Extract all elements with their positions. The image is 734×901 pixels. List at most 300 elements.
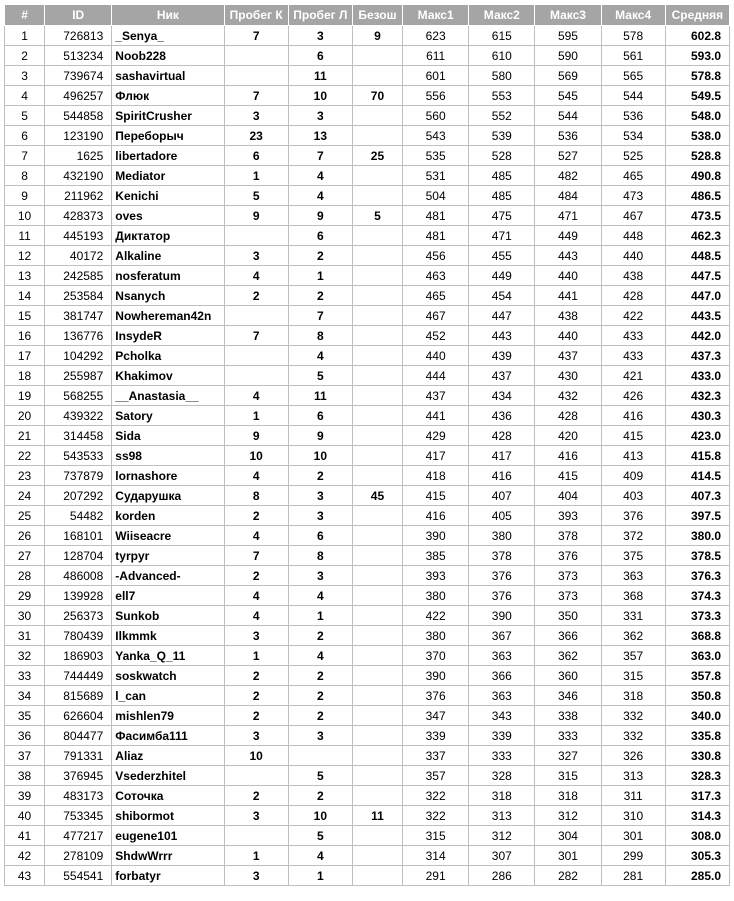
nick-cell: Yanka_Q_11 — [112, 646, 224, 666]
nick-cell: Pcholka — [112, 346, 224, 366]
average-cell: 549.5 — [665, 86, 729, 106]
nick-cell: Satory — [112, 406, 224, 426]
table-row — [5, 46, 730, 66]
rank-cell: 7 — [5, 146, 45, 166]
nick-cell: mishlen79 — [112, 706, 224, 726]
probeg-l-cell: 4 — [288, 846, 352, 866]
probeg-k-cell — [224, 346, 288, 366]
probeg-k-cell — [224, 366, 288, 386]
table-row — [5, 626, 730, 646]
probeg-l-cell: 8 — [288, 326, 352, 346]
table-row — [5, 686, 730, 706]
table-row — [5, 226, 730, 246]
max3-cell: 484 — [535, 186, 601, 206]
max4-cell: 433 — [601, 346, 665, 366]
max4-cell: 561 — [601, 46, 665, 66]
nick-cell: shibormot — [112, 806, 224, 826]
bezosh-cell — [352, 186, 402, 206]
probeg-l-cell: 4 — [288, 186, 352, 206]
max1-cell: 481 — [403, 226, 469, 246]
max3-cell: 420 — [535, 426, 601, 446]
max3-cell: 441 — [535, 286, 601, 306]
average-cell: 317.3 — [665, 786, 729, 806]
average-cell: 578.8 — [665, 66, 729, 86]
nick-cell: Соточка — [112, 786, 224, 806]
probeg-k-cell: 7 — [224, 546, 288, 566]
max3-cell: 362 — [535, 646, 601, 666]
probeg-l-cell: 6 — [288, 226, 352, 246]
rank-cell: 29 — [5, 586, 45, 606]
nick-cell: Mediator — [112, 166, 224, 186]
rank-cell: 15 — [5, 306, 45, 326]
max4-cell: 362 — [601, 626, 665, 646]
average-cell: 340.0 — [665, 706, 729, 726]
table-row — [5, 806, 730, 826]
bezosh-cell — [352, 126, 402, 146]
probeg-k-cell — [224, 66, 288, 86]
max1-cell: 481 — [403, 206, 469, 226]
rank-cell: 5 — [5, 106, 45, 126]
max3-cell: 440 — [535, 266, 601, 286]
table-row — [5, 106, 730, 126]
probeg-l-cell: 9 — [288, 426, 352, 446]
probeg-k-cell: 4 — [224, 606, 288, 626]
table-row — [5, 326, 730, 346]
average-cell: 437.3 — [665, 346, 729, 366]
max3-cell: 327 — [535, 746, 601, 766]
id-cell: 513234 — [45, 46, 112, 66]
max2-cell: 390 — [469, 606, 535, 626]
average-cell: 350.8 — [665, 686, 729, 706]
bezosh-cell: 70 — [352, 86, 402, 106]
average-cell: 285.0 — [665, 866, 729, 886]
table-row — [5, 646, 730, 666]
table-header — [5, 5, 730, 26]
max4-cell: 326 — [601, 746, 665, 766]
max1-cell: 415 — [403, 486, 469, 506]
bezosh-cell: 5 — [352, 206, 402, 226]
table-row — [5, 246, 730, 266]
max3-cell: 350 — [535, 606, 601, 626]
table-row — [5, 286, 730, 306]
rank-cell: 28 — [5, 566, 45, 586]
max3-cell: 482 — [535, 166, 601, 186]
probeg-l-cell: 2 — [288, 286, 352, 306]
bezosh-cell — [352, 546, 402, 566]
col-max3-header: Макс3 — [535, 5, 601, 26]
probeg-k-cell — [224, 226, 288, 246]
bezosh-cell — [352, 726, 402, 746]
max3-cell: 430 — [535, 366, 601, 386]
probeg-k-cell: 7 — [224, 86, 288, 106]
probeg-l-cell — [288, 746, 352, 766]
probeg-l-cell: 1 — [288, 266, 352, 286]
max3-cell: 378 — [535, 526, 601, 546]
table-row — [5, 846, 730, 866]
nick-cell: Sida — [112, 426, 224, 446]
table-row — [5, 566, 730, 586]
max1-cell: 315 — [403, 826, 469, 846]
max1-cell: 441 — [403, 406, 469, 426]
nick-cell: Переборыч — [112, 126, 224, 146]
max2-cell: 417 — [469, 446, 535, 466]
max2-cell: 318 — [469, 786, 535, 806]
probeg-l-cell: 13 — [288, 126, 352, 146]
probeg-k-cell: 3 — [224, 246, 288, 266]
rank-cell: 6 — [5, 126, 45, 146]
bezosh-cell: 25 — [352, 146, 402, 166]
max1-cell: 337 — [403, 746, 469, 766]
max3-cell: 315 — [535, 766, 601, 786]
average-cell: 397.5 — [665, 506, 729, 526]
max2-cell: 475 — [469, 206, 535, 226]
rank-cell: 8 — [5, 166, 45, 186]
probeg-k-cell: 2 — [224, 686, 288, 706]
max2-cell: 580 — [469, 66, 535, 86]
max4-cell: 357 — [601, 646, 665, 666]
id-cell: 737879 — [45, 466, 112, 486]
probeg-l-cell: 5 — [288, 766, 352, 786]
nick-cell: soskwatch — [112, 666, 224, 686]
max1-cell: 291 — [403, 866, 469, 886]
bezosh-cell — [352, 626, 402, 646]
max4-cell: 332 — [601, 726, 665, 746]
max1-cell: 390 — [403, 666, 469, 686]
max3-cell: 376 — [535, 546, 601, 566]
average-cell: 462.3 — [665, 226, 729, 246]
table-body — [5, 26, 730, 886]
max4-cell: 416 — [601, 406, 665, 426]
max4-cell: 440 — [601, 246, 665, 266]
nick-cell: Sunkob — [112, 606, 224, 626]
id-cell: 207292 — [45, 486, 112, 506]
table-row — [5, 206, 730, 226]
bezosh-cell — [352, 686, 402, 706]
probeg-k-cell: 4 — [224, 526, 288, 546]
rank-cell: 22 — [5, 446, 45, 466]
id-cell: 211962 — [45, 186, 112, 206]
id-cell: 128704 — [45, 546, 112, 566]
nick-cell: ShdwWrrr — [112, 846, 224, 866]
max2-cell: 339 — [469, 726, 535, 746]
id-cell: 815689 — [45, 686, 112, 706]
id-cell: 123190 — [45, 126, 112, 146]
max1-cell: 380 — [403, 626, 469, 646]
probeg-l-cell: 7 — [288, 146, 352, 166]
max3-cell: 544 — [535, 106, 601, 126]
nick-cell: InsydeR — [112, 326, 224, 346]
id-cell: 139928 — [45, 586, 112, 606]
id-cell: 486008 — [45, 566, 112, 586]
max4-cell: 281 — [601, 866, 665, 886]
max4-cell: 421 — [601, 366, 665, 386]
average-cell: 373.3 — [665, 606, 729, 626]
max4-cell: 372 — [601, 526, 665, 546]
table-row — [5, 586, 730, 606]
probeg-k-cell: 10 — [224, 446, 288, 466]
average-cell: 368.8 — [665, 626, 729, 646]
rank-cell: 17 — [5, 346, 45, 366]
rank-cell: 16 — [5, 326, 45, 346]
rank-cell: 14 — [5, 286, 45, 306]
max1-cell: 418 — [403, 466, 469, 486]
max3-cell: 438 — [535, 306, 601, 326]
probeg-k-cell: 8 — [224, 486, 288, 506]
max2-cell: 455 — [469, 246, 535, 266]
max3-cell: 595 — [535, 26, 601, 46]
probeg-l-cell: 11 — [288, 386, 352, 406]
id-cell: 381747 — [45, 306, 112, 326]
probeg-l-cell: 10 — [288, 446, 352, 466]
bezosh-cell — [352, 846, 402, 866]
probeg-l-cell: 6 — [288, 46, 352, 66]
col-average-header: Средняя — [665, 5, 729, 26]
max4-cell: 433 — [601, 326, 665, 346]
max2-cell: 363 — [469, 686, 535, 706]
nick-cell: Aliaz — [112, 746, 224, 766]
table-row — [5, 866, 730, 886]
max3-cell: 569 — [535, 66, 601, 86]
max2-cell: 443 — [469, 326, 535, 346]
id-cell: 242585 — [45, 266, 112, 286]
average-cell: 528.8 — [665, 146, 729, 166]
id-cell: 428373 — [45, 206, 112, 226]
table-row — [5, 346, 730, 366]
max2-cell: 307 — [469, 846, 535, 866]
max2-cell: 378 — [469, 546, 535, 566]
table-row — [5, 666, 730, 686]
table-row — [5, 306, 730, 326]
max4-cell: 426 — [601, 386, 665, 406]
average-cell: 433.0 — [665, 366, 729, 386]
rank-cell: 31 — [5, 626, 45, 646]
max2-cell: 447 — [469, 306, 535, 326]
max2-cell: 407 — [469, 486, 535, 506]
table-row — [5, 606, 730, 626]
probeg-l-cell: 2 — [288, 706, 352, 726]
bezosh-cell — [352, 826, 402, 846]
probeg-k-cell: 23 — [224, 126, 288, 146]
average-cell: 473.5 — [665, 206, 729, 226]
probeg-k-cell: 3 — [224, 726, 288, 746]
max4-cell: 403 — [601, 486, 665, 506]
nick-cell: Vsederzhitel — [112, 766, 224, 786]
max1-cell: 322 — [403, 806, 469, 826]
max4-cell: 473 — [601, 186, 665, 206]
table-row — [5, 186, 730, 206]
rank-cell: 36 — [5, 726, 45, 746]
max3-cell: 432 — [535, 386, 601, 406]
bezosh-cell: 11 — [352, 806, 402, 826]
id-cell: 791331 — [45, 746, 112, 766]
id-cell: 496257 — [45, 86, 112, 106]
probeg-k-cell: 2 — [224, 786, 288, 806]
rank-cell: 26 — [5, 526, 45, 546]
average-cell: 414.5 — [665, 466, 729, 486]
nick-cell: lornashore — [112, 466, 224, 486]
max2-cell: 485 — [469, 186, 535, 206]
probeg-k-cell: 2 — [224, 666, 288, 686]
max1-cell: 440 — [403, 346, 469, 366]
max4-cell: 465 — [601, 166, 665, 186]
table-row — [5, 726, 730, 746]
col-id-header: ID — [45, 5, 112, 26]
max1-cell: 357 — [403, 766, 469, 786]
max1-cell: 535 — [403, 146, 469, 166]
max4-cell: 375 — [601, 546, 665, 566]
probeg-k-cell — [224, 766, 288, 786]
rank-cell: 39 — [5, 786, 45, 806]
table-row — [5, 706, 730, 726]
probeg-k-cell: 3 — [224, 106, 288, 126]
max1-cell: 444 — [403, 366, 469, 386]
bezosh-cell — [352, 286, 402, 306]
bezosh-cell — [352, 786, 402, 806]
max3-cell: 338 — [535, 706, 601, 726]
average-cell: 415.8 — [665, 446, 729, 466]
probeg-k-cell — [224, 306, 288, 326]
results-table — [4, 4, 730, 886]
nick-cell: eugene101 — [112, 826, 224, 846]
rank-cell: 19 — [5, 386, 45, 406]
max3-cell: 360 — [535, 666, 601, 686]
id-cell: 168101 — [45, 526, 112, 546]
table-row — [5, 826, 730, 846]
nick-cell: Фасимба111 — [112, 726, 224, 746]
average-cell: 442.0 — [665, 326, 729, 346]
max1-cell: 611 — [403, 46, 469, 66]
probeg-l-cell: 3 — [288, 486, 352, 506]
max3-cell: 404 — [535, 486, 601, 506]
probeg-l-cell: 6 — [288, 526, 352, 546]
max3-cell: 333 — [535, 726, 601, 746]
table-row — [5, 146, 730, 166]
max2-cell: 454 — [469, 286, 535, 306]
rank-cell: 34 — [5, 686, 45, 706]
bezosh-cell — [352, 226, 402, 246]
max1-cell: 416 — [403, 506, 469, 526]
probeg-l-cell: 3 — [288, 566, 352, 586]
max1-cell: 543 — [403, 126, 469, 146]
max3-cell: 440 — [535, 326, 601, 346]
rank-cell: 24 — [5, 486, 45, 506]
max1-cell: 465 — [403, 286, 469, 306]
average-cell: 380.0 — [665, 526, 729, 546]
id-cell: 278109 — [45, 846, 112, 866]
probeg-l-cell: 8 — [288, 546, 352, 566]
probeg-l-cell: 2 — [288, 786, 352, 806]
table-row — [5, 366, 730, 386]
max2-cell: 539 — [469, 126, 535, 146]
probeg-k-cell: 4 — [224, 586, 288, 606]
max1-cell: 390 — [403, 526, 469, 546]
id-cell: 40172 — [45, 246, 112, 266]
max4-cell: 313 — [601, 766, 665, 786]
table-row — [5, 506, 730, 526]
max4-cell: 332 — [601, 706, 665, 726]
probeg-k-cell: 5 — [224, 186, 288, 206]
col-probeg-k-header: Пробег К — [224, 5, 288, 26]
rank-cell: 3 — [5, 66, 45, 86]
table-row — [5, 546, 730, 566]
probeg-k-cell: 7 — [224, 326, 288, 346]
id-cell: 314458 — [45, 426, 112, 446]
nick-cell: libertadore — [112, 146, 224, 166]
probeg-l-cell: 10 — [288, 806, 352, 826]
bezosh-cell — [352, 646, 402, 666]
bezosh-cell — [352, 366, 402, 386]
max1-cell: 623 — [403, 26, 469, 46]
average-cell: 548.0 — [665, 106, 729, 126]
id-cell: 255987 — [45, 366, 112, 386]
max1-cell: 429 — [403, 426, 469, 446]
id-cell: 554541 — [45, 866, 112, 886]
probeg-k-cell: 10 — [224, 746, 288, 766]
probeg-l-cell: 4 — [288, 346, 352, 366]
max4-cell: 376 — [601, 506, 665, 526]
average-cell: 374.3 — [665, 586, 729, 606]
average-cell: 335.8 — [665, 726, 729, 746]
nick-cell: Сударушка — [112, 486, 224, 506]
table-row — [5, 166, 730, 186]
average-cell: 448.5 — [665, 246, 729, 266]
id-cell: 483173 — [45, 786, 112, 806]
max1-cell: 531 — [403, 166, 469, 186]
average-cell: 305.3 — [665, 846, 729, 866]
max2-cell: 416 — [469, 466, 535, 486]
id-cell: 780439 — [45, 626, 112, 646]
table-row — [5, 66, 730, 86]
average-cell: 357.8 — [665, 666, 729, 686]
max2-cell: 434 — [469, 386, 535, 406]
table-row — [5, 266, 730, 286]
max1-cell: 322 — [403, 786, 469, 806]
nick-cell: Alkaline — [112, 246, 224, 266]
max2-cell: 471 — [469, 226, 535, 246]
max2-cell: 363 — [469, 646, 535, 666]
nick-cell: tyrpyr — [112, 546, 224, 566]
max4-cell: 422 — [601, 306, 665, 326]
max4-cell: 409 — [601, 466, 665, 486]
average-cell: 308.0 — [665, 826, 729, 846]
max4-cell: 534 — [601, 126, 665, 146]
bezosh-cell — [352, 386, 402, 406]
max4-cell: 315 — [601, 666, 665, 686]
max2-cell: 366 — [469, 666, 535, 686]
probeg-k-cell — [224, 826, 288, 846]
id-cell: 477217 — [45, 826, 112, 846]
id-cell: 568255 — [45, 386, 112, 406]
max1-cell: 556 — [403, 86, 469, 106]
max4-cell: 299 — [601, 846, 665, 866]
max3-cell: 545 — [535, 86, 601, 106]
probeg-l-cell: 3 — [288, 726, 352, 746]
average-cell: 330.8 — [665, 746, 729, 766]
max2-cell: 552 — [469, 106, 535, 126]
bezosh-cell — [352, 326, 402, 346]
bezosh-cell — [352, 766, 402, 786]
bezosh-cell — [352, 166, 402, 186]
average-cell: 432.3 — [665, 386, 729, 406]
probeg-l-cell: 2 — [288, 246, 352, 266]
table-row — [5, 386, 730, 406]
table-row — [5, 406, 730, 426]
probeg-l-cell: 1 — [288, 606, 352, 626]
id-cell: 739674 — [45, 66, 112, 86]
bezosh-cell — [352, 706, 402, 726]
max3-cell: 301 — [535, 846, 601, 866]
probeg-k-cell: 6 — [224, 146, 288, 166]
